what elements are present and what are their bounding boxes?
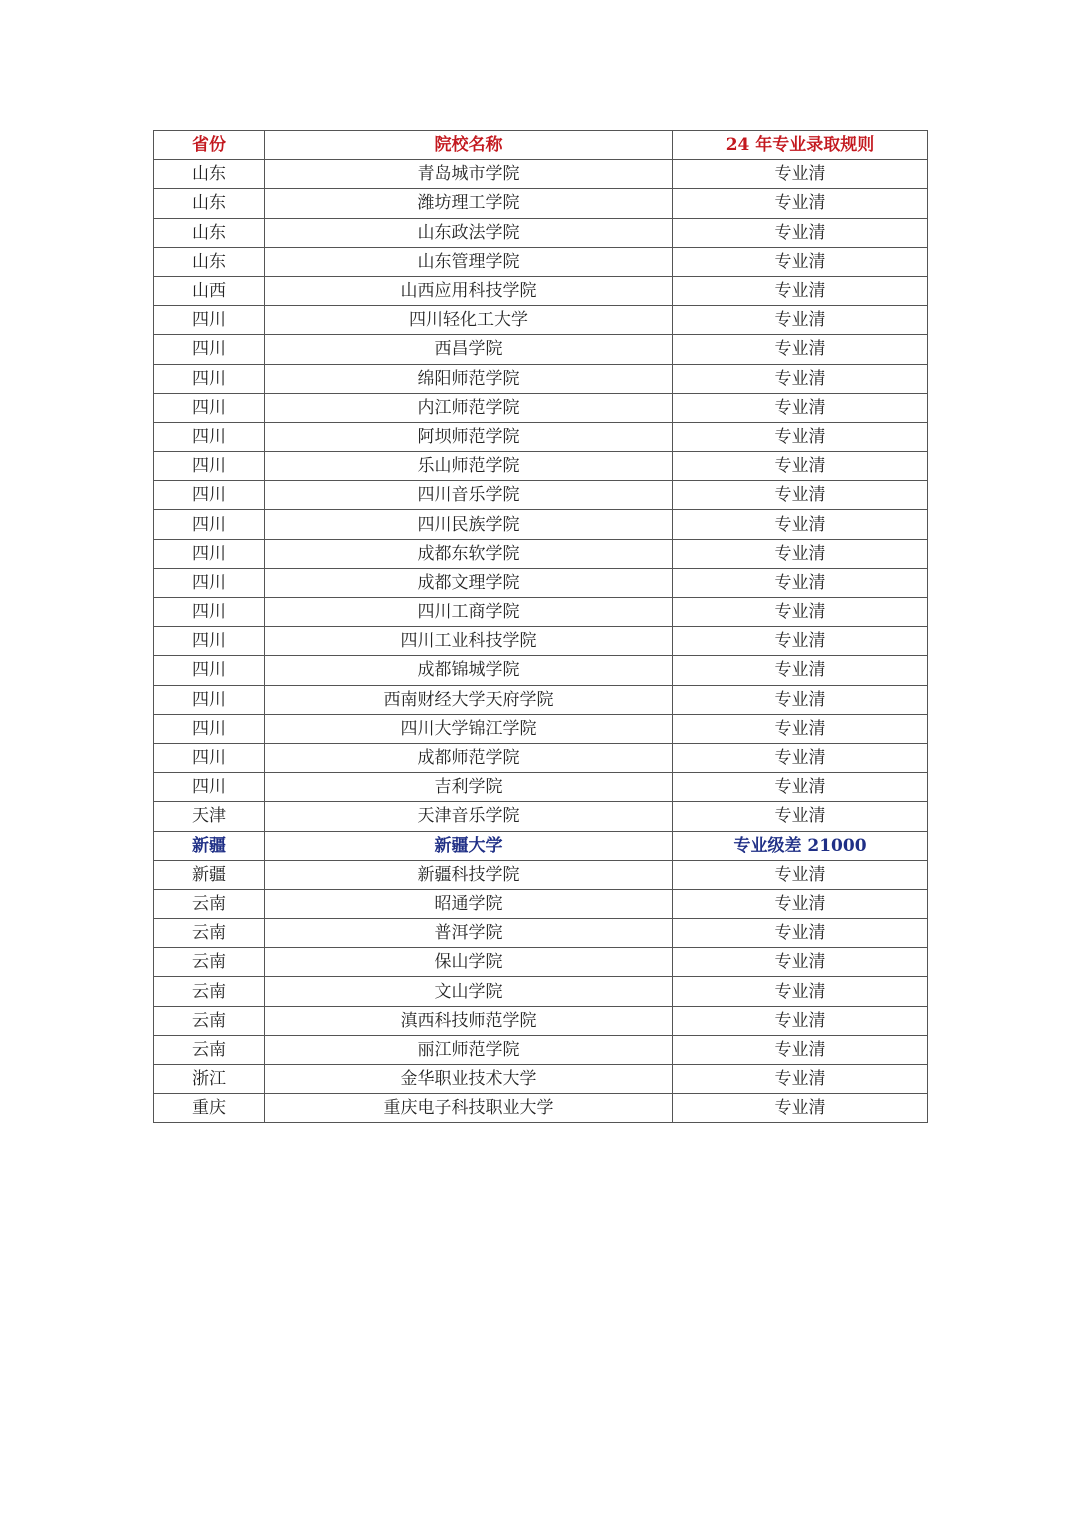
province-cell: 云南	[154, 948, 265, 977]
province-cell: 云南	[154, 1035, 265, 1064]
school-name-cell: 成都东软学院	[265, 539, 673, 568]
admission-rule-cell: 专业清	[673, 1035, 928, 1064]
admission-rule-cell: 专业清	[673, 247, 928, 276]
province-cell: 云南	[154, 1006, 265, 1035]
admission-rule-cell: 专业清	[673, 481, 928, 510]
school-name-cell: 天津音乐学院	[265, 802, 673, 831]
table-row	[154, 627, 928, 656]
school-name-cell: 四川音乐学院	[265, 481, 673, 510]
admission-rules-table	[153, 130, 928, 1123]
province-cell: 山东	[154, 160, 265, 189]
table-row	[154, 247, 928, 276]
admission-rule-cell: 专业清	[673, 393, 928, 422]
school-name-cell: 山东政法学院	[265, 218, 673, 247]
school-name-cell: 金华职业技术大学	[265, 1065, 673, 1094]
school-name-cell: 滇西科技师范学院	[265, 1006, 673, 1035]
table-row	[154, 860, 928, 889]
province-cell: 四川	[154, 656, 265, 685]
school-name-cell: 成都师范学院	[265, 743, 673, 772]
admission-rule-cell: 专业清	[673, 598, 928, 627]
table-header-row	[154, 131, 928, 160]
table-row	[154, 802, 928, 831]
province-cell: 四川	[154, 568, 265, 597]
school-name-cell: 四川轻化工大学	[265, 306, 673, 335]
school-name-cell: 西南财经大学天府学院	[265, 685, 673, 714]
province-cell: 天津	[154, 802, 265, 831]
province-cell: 山西	[154, 276, 265, 305]
admission-rule-cell: 专业清	[673, 656, 928, 685]
admission-rule-cell: 专业清	[673, 977, 928, 1006]
province-cell: 四川	[154, 422, 265, 451]
school-name-cell: 重庆电子科技职业大学	[265, 1094, 673, 1123]
province-cell: 四川	[154, 452, 265, 481]
admission-rule-cell: 专业清	[673, 364, 928, 393]
admission-rules-table-container	[153, 130, 927, 1123]
school-name-cell: 绵阳师范学院	[265, 364, 673, 393]
school-name-cell: 阿坝师范学院	[265, 422, 673, 451]
admission-rule-cell: 专业清	[673, 218, 928, 247]
admission-rule-cell: 专业清	[673, 160, 928, 189]
admission-rule-cell: 专业清	[673, 743, 928, 772]
admission-rule-cell: 专业清	[673, 802, 928, 831]
school-name-cell: 吉利学院	[265, 773, 673, 802]
table-row	[154, 452, 928, 481]
admission-rule-cell: 专业清	[673, 889, 928, 918]
admission-rule-cell: 专业清	[673, 627, 928, 656]
school-name-cell: 新疆科技学院	[265, 860, 673, 889]
table-row	[154, 276, 928, 305]
school-name-cell: 潍坊理工学院	[265, 189, 673, 218]
table-row	[154, 919, 928, 948]
province-cell: 四川	[154, 714, 265, 743]
table-body	[154, 160, 928, 1123]
admission-rule-cell: 专业清	[673, 948, 928, 977]
province-cell: 四川	[154, 539, 265, 568]
header-school-name: 院校名称	[265, 131, 673, 160]
table-row	[154, 568, 928, 597]
admission-rule-cell: 专业清	[673, 860, 928, 889]
school-name-cell: 新疆大学	[265, 831, 673, 860]
admission-rule-cell: 专业清	[673, 773, 928, 802]
province-cell: 云南	[154, 977, 265, 1006]
table-row	[154, 1065, 928, 1094]
province-cell: 四川	[154, 510, 265, 539]
school-name-cell: 四川工商学院	[265, 598, 673, 627]
admission-rule-cell: 专业清	[673, 919, 928, 948]
admission-rule-cell: 专业清	[673, 685, 928, 714]
province-cell: 四川	[154, 685, 265, 714]
school-name-cell: 四川民族学院	[265, 510, 673, 539]
province-cell: 四川	[154, 743, 265, 772]
province-cell: 重庆	[154, 1094, 265, 1123]
admission-rule-cell: 专业清	[673, 189, 928, 218]
province-cell: 四川	[154, 481, 265, 510]
school-name-cell: 昭通学院	[265, 889, 673, 918]
admission-rule-cell: 专业清	[673, 539, 928, 568]
school-name-cell: 山东管理学院	[265, 247, 673, 276]
table-row	[154, 948, 928, 977]
province-cell: 四川	[154, 627, 265, 656]
school-name-cell: 乐山师范学院	[265, 452, 673, 481]
header-province: 省份	[154, 131, 265, 160]
table-row	[154, 160, 928, 189]
admission-rule-cell: 专业清	[673, 335, 928, 364]
table-row	[154, 539, 928, 568]
province-cell: 山东	[154, 247, 265, 276]
table-row	[154, 510, 928, 539]
admission-rule-cell: 专业清	[673, 714, 928, 743]
table-row	[154, 831, 928, 860]
table-row	[154, 743, 928, 772]
admission-rule-cell: 专业清	[673, 422, 928, 451]
table-row	[154, 218, 928, 247]
school-name-cell: 山西应用科技学院	[265, 276, 673, 305]
province-cell: 四川	[154, 773, 265, 802]
school-name-cell: 四川工业科技学院	[265, 627, 673, 656]
province-cell: 四川	[154, 364, 265, 393]
school-name-cell: 成都文理学院	[265, 568, 673, 597]
table-row	[154, 977, 928, 1006]
table-row	[154, 481, 928, 510]
province-cell: 山东	[154, 218, 265, 247]
table-row	[154, 714, 928, 743]
table-row	[154, 364, 928, 393]
school-name-cell: 青岛城市学院	[265, 160, 673, 189]
province-cell: 云南	[154, 889, 265, 918]
school-name-cell: 内江师范学院	[265, 393, 673, 422]
table-row	[154, 889, 928, 918]
province-cell: 四川	[154, 393, 265, 422]
table-row	[154, 422, 928, 451]
admission-rule-cell: 专业清	[673, 306, 928, 335]
table-row	[154, 685, 928, 714]
school-name-cell: 文山学院	[265, 977, 673, 1006]
province-cell: 新疆	[154, 860, 265, 889]
admission-rule-cell: 专业级差 21000	[673, 831, 928, 860]
school-name-cell: 普洱学院	[265, 919, 673, 948]
table-row	[154, 335, 928, 364]
table-row	[154, 1006, 928, 1035]
table-row	[154, 189, 928, 218]
admission-rule-cell: 专业清	[673, 452, 928, 481]
admission-rule-cell: 专业清	[673, 1065, 928, 1094]
school-name-cell: 成都锦城学院	[265, 656, 673, 685]
school-name-cell: 丽江师范学院	[265, 1035, 673, 1064]
table-row	[154, 1035, 928, 1064]
school-name-cell: 四川大学锦江学院	[265, 714, 673, 743]
school-name-cell: 西昌学院	[265, 335, 673, 364]
province-cell: 四川	[154, 335, 265, 364]
table-row	[154, 1094, 928, 1123]
province-cell: 四川	[154, 306, 265, 335]
province-cell: 四川	[154, 598, 265, 627]
admission-rule-cell: 专业清	[673, 1094, 928, 1123]
table-row	[154, 773, 928, 802]
header-admission-rule: 24 年专业录取规则	[673, 131, 928, 160]
table-row	[154, 656, 928, 685]
province-cell: 山东	[154, 189, 265, 218]
admission-rule-cell: 专业清	[673, 568, 928, 597]
school-name-cell: 保山学院	[265, 948, 673, 977]
admission-rule-cell: 专业清	[673, 276, 928, 305]
province-cell: 新疆	[154, 831, 265, 860]
table-row	[154, 393, 928, 422]
admission-rule-cell: 专业清	[673, 510, 928, 539]
table-row	[154, 598, 928, 627]
table-row	[154, 306, 928, 335]
province-cell: 云南	[154, 919, 265, 948]
admission-rule-cell: 专业清	[673, 1006, 928, 1035]
province-cell: 浙江	[154, 1065, 265, 1094]
